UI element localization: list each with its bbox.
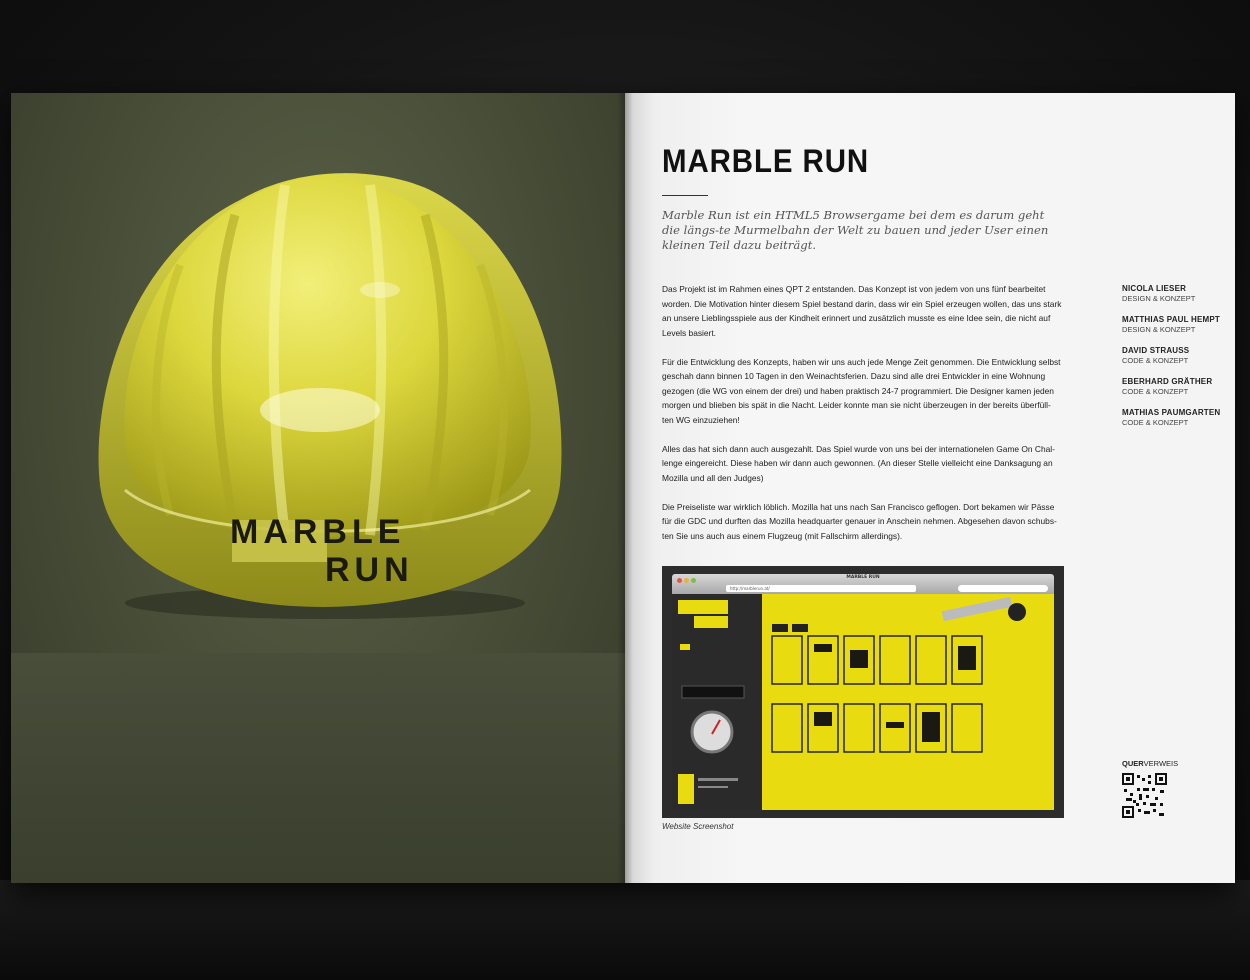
- paragraph: Alles das hat sich dann auch ausgezahlt. Das Spiel wurde von uns bei der internationelen Game On Chal-lenge eingereicht. Diese haben wir dann auch gewonnen. (An dieser Stelle vielleicht eine Danksagung an Mozilla und all den Judges): [662, 443, 1055, 483]
- url-bar: http://marblerun.at/: [726, 585, 916, 592]
- credit-item: [1122, 376, 1232, 397]
- paragraph: Für die Entwicklung des Konzepts, haben wir uns auch jede Menge Zeit genommen. Die Entwicklung selbst geschah dann binnen 10 Tagen in den Weinachtsferien. Dazu sind alle drei Entwickler in eine Wohnung gezogen (die WG von einem der drei) und haben praktisch 24-7 programmiert. Die Designer kamen jeden morgen und blieben bis spät in die Nacht. Leider konnte man sie nicht überzeugen in der bereits überfüll-ten WG einzuziehen!: [662, 356, 1061, 425]
- credit-role: CODE & KONZEPT: [1122, 356, 1189, 365]
- title-divider: [662, 195, 708, 196]
- credit-name: EBERHARD GRÄTHER: [1122, 377, 1213, 386]
- credit-item: [1122, 314, 1232, 335]
- figure-caption: Website Screenshot: [662, 822, 734, 831]
- paragraph: Die Preiseliste war wirklich löblich. Mozilla hat uns nach San Francisco geflogen. Dort bekamen wir Pässe für die GDC und durften das Mozilla headquarter genauer in Anschein nehmen. Abgesehen davon schubs-ten Sie uns auch aus einem Flugzeug (mit Fallschirm allerdings).: [662, 501, 1057, 541]
- credit-name: MATTHIAS PAUL HEMPT: [1122, 315, 1221, 324]
- credit-item: [1122, 345, 1232, 366]
- credit-name: DAVID STRAUSS: [1122, 346, 1190, 355]
- credit-role: CODE & KONZEPT: [1122, 418, 1189, 427]
- game-sidebar: [672, 594, 762, 810]
- credit-role: CODE & KONZEPT: [1122, 387, 1189, 396]
- qr-code-icon: [1122, 773, 1167, 818]
- website-screenshot: [662, 566, 1064, 818]
- credit-name: MATHIAS PAUMGARTEN: [1122, 408, 1221, 417]
- credit-role: DESIGN & KONZEPT: [1122, 294, 1196, 303]
- game-sidebar-art: [672, 594, 762, 810]
- level-thumbnails: [762, 594, 1054, 810]
- window-title: MARBLE RUN: [846, 575, 880, 580]
- credit-item: [1122, 283, 1232, 304]
- qr-label: QUERVERWEIS: [1122, 759, 1179, 768]
- background-floor: [0, 880, 1250, 980]
- svg-text:RUN: RUN: [325, 551, 414, 589]
- svg-text:MARBLE: MARBLE: [230, 513, 406, 551]
- game-level-grid: [762, 594, 1054, 810]
- hard-hat-photo: [70, 145, 590, 625]
- browser-titlebar: [672, 574, 1054, 594]
- spine-shadow: [617, 93, 633, 883]
- article-lead: Marble Run ist ein HTML5 Browsergame bei dem es darum geht die längs-te Murmelbahn der Welt zu bauen und jeder User einen kleinen Teil dazu beiträgt.: [662, 208, 1049, 252]
- browser-search: [958, 585, 1048, 592]
- credits-list: [1122, 283, 1232, 438]
- credit-name: NICOLA LIESER: [1122, 284, 1187, 293]
- credit-item: [1122, 407, 1232, 428]
- credit-role: DESIGN & KONZEPT: [1122, 325, 1196, 334]
- paragraph: Das Projekt ist im Rahmen eines QPT 2 entstanden. Das Konzept ist von jedem von uns fünf bearbeitet worden. Die Motivation hinter diesem Spiel bestand darin, dass wir ein Spiel erzeugen wollen, das uns stark an unsere Lieblingsspiele aus der Kindheit erinnert und zusätzlich musste es eine Idee sein, die nicht auf Levels basiert.: [662, 284, 1062, 338]
- article-body: [662, 282, 1062, 558]
- table-surface: [11, 653, 625, 883]
- article-title: MARBLE RUN: [662, 143, 870, 179]
